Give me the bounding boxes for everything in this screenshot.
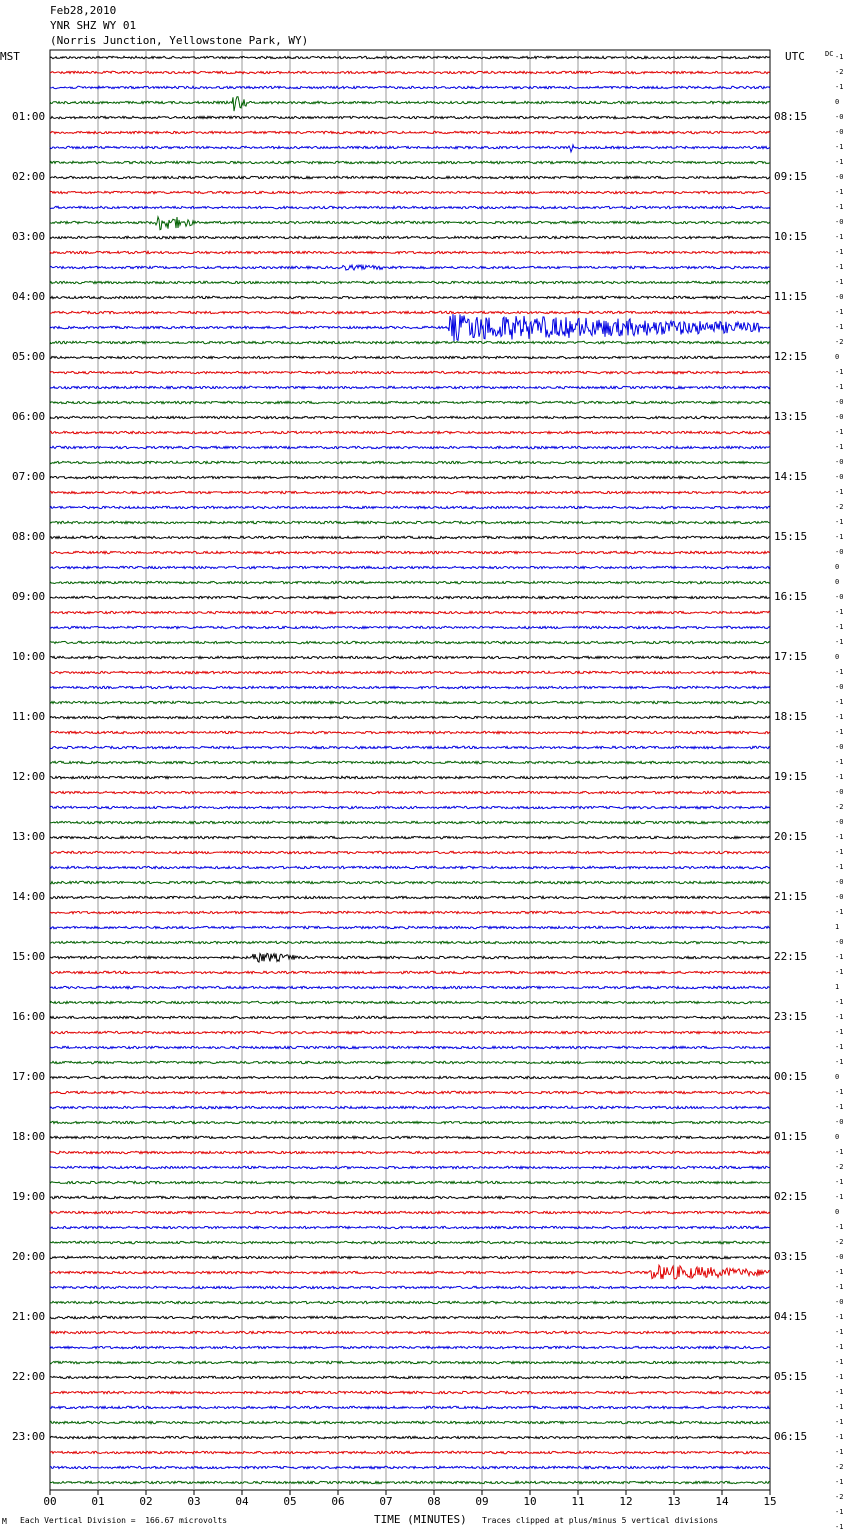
trace-18 [50, 314, 770, 341]
right-timezone-label: UTC [785, 50, 805, 63]
x-tick-label-8: 08 [427, 1495, 441, 1508]
trace-14 [50, 265, 770, 270]
clip-note: Traces clipped at plus/minus 5 vertical divisions [482, 1516, 719, 1525]
x-tick-label-1: 01 [91, 1495, 105, 1508]
dc-offset-value: -0 [835, 937, 844, 946]
dc-offset-value: -0 [835, 787, 844, 796]
dc-offset-value: -1 [835, 202, 844, 211]
trace-88 [50, 1376, 770, 1378]
right-hour-label: 13:15 [774, 409, 808, 423]
trace-13 [50, 251, 770, 253]
dc-offset-value: -1 [835, 1012, 844, 1021]
left-hour-label: 14:00 [12, 889, 46, 903]
dc-offset-value: -1 [835, 1102, 844, 1111]
dc-offset-value: -1 [835, 142, 844, 151]
dc-offset-value: -1 [835, 727, 844, 736]
trace-59 [50, 941, 770, 943]
trace-62 [50, 986, 770, 988]
trace-25 [50, 431, 770, 433]
trace-38 [50, 626, 770, 628]
trace-30 [50, 506, 770, 508]
right-hour-label: 03:15 [774, 1249, 808, 1263]
dc-offset-value: -1 [835, 1342, 844, 1351]
dc-offset-value: -0 [835, 892, 844, 901]
x-tick-label-5: 05 [283, 1495, 297, 1508]
dc-offset-value: -1 [835, 697, 844, 706]
right-hour-label: 23:15 [774, 1009, 808, 1023]
dc-offset-value: -0 [835, 1117, 844, 1126]
dc-offset-value: -1 [835, 622, 844, 631]
dc-offset-value: -1 [835, 1477, 844, 1486]
trace-8 [50, 176, 770, 178]
left-hour-label: 19:00 [12, 1189, 46, 1203]
left-hour-label: 03:00 [12, 229, 46, 243]
dc-offset-value: -0 [835, 217, 844, 226]
x-tick-label-0: 00 [43, 1495, 57, 1508]
trace-10 [50, 206, 770, 208]
dc-offset-value: -1 [835, 307, 844, 316]
trace-74 [50, 1166, 770, 1168]
trace-5 [50, 131, 770, 133]
right-hour-label: 11:15 [774, 289, 808, 303]
dc-offset-value: -2 [835, 802, 844, 811]
left-hour-label: 22:00 [12, 1369, 46, 1383]
minute-gridlines [98, 50, 722, 1490]
dc-offset-value: -0 [835, 457, 844, 466]
x-tick-label-7: 07 [379, 1495, 393, 1508]
left-hour-label: 04:00 [12, 289, 46, 303]
dc-offset-value: -1 [835, 1417, 844, 1426]
trace-33 [50, 551, 770, 553]
trace-7 [50, 161, 770, 163]
dc-offset-value: 1 [835, 922, 840, 931]
dc-offset-value: 0 [835, 562, 840, 571]
left-hour-label: 01:00 [12, 109, 46, 123]
trace-65 [50, 1031, 770, 1033]
dc-offset-value: -2 [835, 1492, 844, 1501]
trace-36 [50, 596, 770, 598]
dc-offset-value: -1 [835, 997, 844, 1006]
dc-offset-value: 0 [835, 1207, 840, 1216]
right-hour-label: 06:15 [774, 1429, 808, 1443]
left-hour-label: 06:00 [12, 409, 46, 423]
right-hour-label: 01:15 [774, 1129, 808, 1143]
trace-57 [50, 911, 770, 913]
dc-offset-value: -1 [835, 1402, 844, 1411]
dc-offset-value: -1 [835, 382, 844, 391]
dc-offset-value: -2 [835, 337, 844, 346]
right-hour-label: 14:15 [774, 469, 808, 483]
trace-34 [50, 566, 770, 568]
left-hour-label: 20:00 [12, 1249, 46, 1263]
dc-offset-value: -1 [835, 52, 844, 61]
trace-24 [50, 416, 770, 418]
x-axis [43, 1490, 776, 1508]
trace-64 [50, 1016, 770, 1018]
dc-offset-value: -1 [835, 232, 844, 241]
trace-79 [50, 1241, 770, 1243]
trace-23 [50, 401, 770, 403]
dc-offset-value: -1 [835, 1267, 844, 1276]
dc-offset-value: -1 [835, 1372, 844, 1381]
dc-offset-value: -1 [835, 1057, 844, 1066]
dc-offset-value: -0 [835, 592, 844, 601]
trace-73 [50, 1151, 770, 1153]
dc-offset-value: -1 [835, 1312, 844, 1321]
trace-90 [50, 1406, 770, 1408]
left-hour-label: 13:00 [12, 829, 46, 843]
dc-offset-value: -1 [835, 1282, 844, 1291]
dc-offset-value: -0 [835, 292, 844, 301]
dc-offset-value: -1 [835, 322, 844, 331]
left-hour-label: 21:00 [12, 1309, 46, 1323]
dc-offset-value: -1 [835, 157, 844, 166]
trace-80 [50, 1256, 770, 1258]
dc-offset-value: -1 [835, 1027, 844, 1036]
x-tick-label-3: 03 [187, 1495, 201, 1508]
dc-offset-value: -1 [835, 1042, 844, 1051]
right-hour-label: 05:15 [774, 1369, 808, 1383]
right-hour-label: 08:15 [774, 109, 808, 123]
trace-94 [50, 1466, 770, 1468]
trace-9 [50, 191, 770, 193]
dc-offset-value: 0 [835, 1072, 840, 1081]
right-hour-label: 22:15 [774, 949, 808, 963]
trace-41 [50, 671, 770, 673]
dc-offset-value: 0 [835, 1132, 840, 1141]
dc-offset-value: -0 [835, 547, 844, 556]
dc-offset-value: -1 [835, 1087, 844, 1096]
right-hour-label: 21:15 [774, 889, 808, 903]
left-hour-label: 08:00 [12, 529, 46, 543]
left-hour-label: 18:00 [12, 1129, 46, 1143]
left-hour-label: 09:00 [12, 589, 46, 603]
dc-offset-value: -1 [835, 607, 844, 616]
dc-offset-value: -2 [835, 1237, 844, 1246]
dc-offset-value: -1 [835, 1357, 844, 1366]
trace-46 [50, 746, 770, 748]
dc-offset-value: 0 [835, 97, 840, 106]
trace-22 [50, 386, 770, 388]
trace-31 [50, 521, 770, 523]
trace-35 [50, 581, 770, 583]
trace-58 [50, 926, 770, 928]
dc-offset-value: -0 [835, 397, 844, 406]
trace-28 [50, 476, 770, 478]
dc-offset-value: -2 [835, 502, 844, 511]
trace-92 [50, 1436, 770, 1438]
left-hour-label: 15:00 [12, 949, 46, 963]
x-axis-title: TIME (MINUTES) [374, 1513, 467, 1526]
trace-52 [50, 836, 770, 838]
dc-offset-value: -1 [835, 1177, 844, 1186]
x-tick-label-13: 13 [667, 1495, 681, 1508]
dc-offset-value: -0 [835, 412, 844, 421]
trace-50 [50, 806, 770, 808]
dc-offset-value: -1 [835, 247, 844, 256]
trace-37 [50, 611, 770, 613]
dc-offset-value: -1 [835, 487, 844, 496]
station-code: YNR SHZ WY 01 [50, 19, 137, 32]
dc-offset-value: -1 [835, 1327, 844, 1336]
dc-offset-header: DC [825, 50, 834, 58]
dc-offset-value: -1 [835, 187, 844, 196]
left-hour-label: 05:00 [12, 349, 46, 363]
left-hour-label: 10:00 [12, 649, 46, 663]
trace-70 [50, 1106, 770, 1108]
dc-offset-value: -1 [835, 517, 844, 526]
trace-0 [50, 56, 770, 58]
trace-54 [50, 866, 770, 868]
trace-72 [50, 1136, 770, 1138]
trace-93 [50, 1451, 770, 1453]
trace-66 [50, 1046, 770, 1048]
dc-offset-value: -1 [835, 847, 844, 856]
trace-85 [50, 1331, 770, 1333]
trace-95 [50, 1481, 770, 1483]
dc-offset-value: -1 [835, 1147, 844, 1156]
dc-offset-value: -1 [835, 1387, 844, 1396]
trace-61 [50, 971, 770, 973]
dc-offset-value: -1 [835, 277, 844, 286]
dc-offset-value: -1 [835, 637, 844, 646]
dc-offset-value: -1 [835, 772, 844, 781]
trace-83 [50, 1301, 770, 1303]
trace-77 [50, 1211, 770, 1213]
dc-offset-value: 0 [835, 652, 840, 661]
trace-81 [50, 1265, 770, 1279]
station-location: (Norris Junction, Yellowstone Park, WY) [50, 34, 309, 47]
trace-32 [50, 536, 770, 538]
dc-offset-value: -1 [835, 1522, 844, 1531]
dc-offset-value: -1 [835, 262, 844, 271]
trace-2 [50, 86, 770, 88]
right-hour-label: 20:15 [774, 829, 808, 843]
scale-note: Each Vertical Division = 166.67 microvolts [20, 1516, 228, 1525]
trace-11 [50, 217, 770, 230]
trace-44 [50, 716, 770, 718]
trace-17 [50, 311, 770, 313]
trace-1 [50, 71, 770, 73]
dc-offset-value: -1 [835, 82, 844, 91]
dc-offset-value: -0 [835, 1297, 844, 1306]
dc-offset-value: -0 [835, 817, 844, 826]
dc-offset-value: -1 [835, 1222, 844, 1231]
right-hour-label: 04:15 [774, 1309, 808, 1323]
dc-offset-value: -1 [835, 967, 844, 976]
left-hour-label: 07:00 [12, 469, 46, 483]
right-hour-label: 12:15 [774, 349, 808, 363]
right-hour-label: 16:15 [774, 589, 808, 603]
dc-offset-value: -1 [835, 1432, 844, 1441]
dc-offset-value: -1 [835, 442, 844, 451]
trace-71 [50, 1121, 770, 1123]
left-hour-label: 17:00 [12, 1069, 46, 1083]
trace-91 [50, 1421, 770, 1423]
dc-offset-value: -0 [835, 1252, 844, 1261]
helicorder-traces [50, 56, 770, 1483]
dc-offset-value: -1 [835, 1192, 844, 1201]
right-hour-label: 09:15 [774, 169, 808, 183]
trace-26 [50, 446, 770, 448]
dc-offset-value: -0 [835, 472, 844, 481]
dc-offset-value: -1 [835, 427, 844, 436]
trace-29 [50, 491, 770, 493]
corner-mark: M [2, 1517, 7, 1526]
trace-51 [50, 821, 770, 823]
trace-12 [50, 236, 770, 238]
x-tick-label-14: 14 [715, 1495, 729, 1508]
dc-offset-value: -1 [835, 1447, 844, 1456]
dc-offset-value: -0 [835, 127, 844, 136]
trace-43 [50, 701, 770, 703]
right-hour-label: 10:15 [774, 229, 808, 243]
dc-offset-value: -0 [835, 742, 844, 751]
right-hour-label: 02:15 [774, 1189, 808, 1203]
dc-offset-value: -1 [835, 952, 844, 961]
x-tick-label-9: 09 [475, 1495, 489, 1508]
left-hour-label: 02:00 [12, 169, 46, 183]
x-tick-label-6: 06 [331, 1495, 345, 1508]
dc-offset-value: 0 [835, 352, 840, 361]
trace-69 [50, 1091, 770, 1093]
dc-offset-value: -1 [835, 832, 844, 841]
right-hour-label: 19:15 [774, 769, 808, 783]
trace-84 [50, 1316, 770, 1318]
trace-16 [50, 296, 770, 298]
trace-67 [50, 1061, 770, 1063]
trace-39 [50, 641, 770, 643]
trace-60 [50, 953, 770, 962]
trace-55 [50, 881, 770, 883]
x-tick-label-4: 04 [235, 1495, 249, 1508]
dc-offset-value: -1 [835, 1507, 844, 1516]
x-tick-label-10: 10 [523, 1495, 537, 1508]
left-hour-label: 16:00 [12, 1009, 46, 1023]
dc-offset-value: -0 [835, 682, 844, 691]
right-hour-label: 15:15 [774, 529, 808, 543]
trace-21 [50, 371, 770, 373]
trace-56 [50, 896, 770, 898]
x-tick-label-15: 15 [763, 1495, 777, 1508]
trace-87 [50, 1361, 770, 1363]
trace-15 [50, 281, 770, 283]
trace-53 [50, 851, 770, 853]
right-hour-label: 00:15 [774, 1069, 808, 1083]
trace-82 [50, 1286, 770, 1288]
dc-offset-value: -1 [835, 367, 844, 376]
left-hour-label: 23:00 [12, 1429, 46, 1443]
left-hour-label: 11:00 [12, 709, 46, 723]
trace-63 [50, 1001, 770, 1003]
trace-68 [50, 1076, 770, 1078]
dc-offset-value: -0 [835, 112, 844, 121]
dc-offset-value: -1 [835, 757, 844, 766]
dc-offset-value: -1 [835, 862, 844, 871]
dc-offset-value: -0 [835, 877, 844, 886]
trace-19 [50, 341, 770, 343]
dc-offset-value: -1 [835, 667, 844, 676]
plot-date: Feb28,2010 [50, 4, 117, 17]
trace-27 [50, 461, 770, 463]
dc-offset-value: -2 [835, 1162, 844, 1171]
left-timezone-label: MST [0, 50, 20, 63]
trace-48 [50, 776, 770, 778]
dc-offset-value: -1 [835, 907, 844, 916]
trace-45 [50, 731, 770, 733]
dc-offset-value: 1 [835, 982, 840, 991]
dc-offset-value: -0 [835, 172, 844, 181]
dc-offset-value: -1 [835, 532, 844, 541]
right-hour-label: 17:15 [774, 649, 808, 663]
dc-offset-value: -1 [835, 712, 844, 721]
trace-6 [50, 145, 770, 152]
trace-40 [50, 656, 770, 658]
dc-offset-value: -2 [835, 1462, 844, 1471]
trace-42 [50, 686, 770, 688]
trace-76 [50, 1196, 770, 1198]
trace-49 [50, 791, 770, 793]
right-hour-label: 18:15 [774, 709, 808, 723]
trace-86 [50, 1346, 770, 1348]
left-hour-label: 12:00 [12, 769, 46, 783]
trace-20 [50, 356, 770, 358]
dc-offset-value: 0 [835, 577, 840, 586]
x-tick-label-2: 02 [139, 1495, 153, 1508]
trace-3 [50, 97, 770, 111]
x-tick-label-11: 11 [571, 1495, 585, 1508]
trace-75 [50, 1181, 770, 1183]
x-tick-label-12: 12 [619, 1495, 633, 1508]
dc-offset-value: -2 [835, 67, 844, 76]
trace-47 [50, 761, 770, 763]
trace-4 [50, 116, 770, 118]
trace-78 [50, 1226, 770, 1228]
trace-89 [50, 1391, 770, 1393]
